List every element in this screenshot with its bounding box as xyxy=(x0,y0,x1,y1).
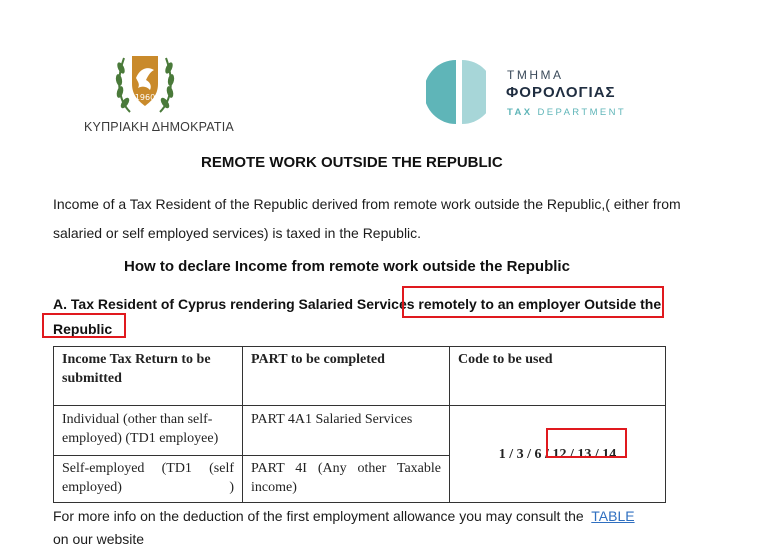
footer-text: For more info on the deduction of the first employment allowance you may consult the xyxy=(53,508,584,524)
highlight-box-republic xyxy=(42,313,126,338)
table-cell-part: PART 4I (Any other Taxable income) xyxy=(243,456,450,503)
footer-paragraph xyxy=(53,505,733,551)
codes-prefix: 1 / 3 / 6 / xyxy=(498,447,553,462)
dept-department-word: DEPARTMENT xyxy=(537,107,627,118)
footer-text-after: on our website xyxy=(53,531,145,547)
table-header-cell: Code to be used xyxy=(450,347,666,406)
intro-paragraph: Income of a Tax Resident of the Republic derived from remote work outside the Republic,( either from salaried or self employed services) is taxed in the Republic. xyxy=(53,196,681,241)
dept-name-line2: ΦΟΡΟΛΟΓΙΑΣ xyxy=(506,84,616,101)
document-title: REMOTE WORK OUTSIDE THE REPUBLIC xyxy=(201,154,503,171)
svg-text:1960: 1960 xyxy=(134,93,156,102)
highlight-box-codes xyxy=(546,428,627,458)
highlight-box-remotely xyxy=(402,286,664,318)
cyprus-emblem-icon xyxy=(112,48,178,118)
table-link[interactable]: TABLE xyxy=(591,508,635,524)
table-cell-return: Self-employed (TD1 (self employed) ) xyxy=(54,456,243,503)
codes-highlighted: 12 / 13 / 14 xyxy=(552,447,617,462)
table-cell-return: Individual (other than self-employed) (TD1 employee) xyxy=(54,406,243,456)
declaration-table xyxy=(53,346,666,503)
dept-tax-word: TAX xyxy=(507,107,533,118)
table-cell-part: PART 4A1 Salaried Services xyxy=(243,406,450,456)
table-header-row xyxy=(54,347,666,406)
dept-name-line3 xyxy=(507,107,626,118)
section-subtitle: How to declare Income from remote work outside the Republic xyxy=(124,258,570,275)
dept-name-line1: ΤΜΗΜΑ xyxy=(507,68,564,82)
republic-name: ΚΥΠΡΙΑΚΗ ΔΗΜΟΚΡΑΤΙΑ xyxy=(84,120,234,134)
table-header-cell: Income Tax Return to be submitted xyxy=(54,347,243,406)
table-header-cell: PART to be completed xyxy=(243,347,450,406)
section-a-heading: A. Tax Resident of Cyprus rendering Salaried Services remotely to an employer Outside the Republic xyxy=(53,296,662,337)
tax-department-logo-icon xyxy=(426,58,486,126)
